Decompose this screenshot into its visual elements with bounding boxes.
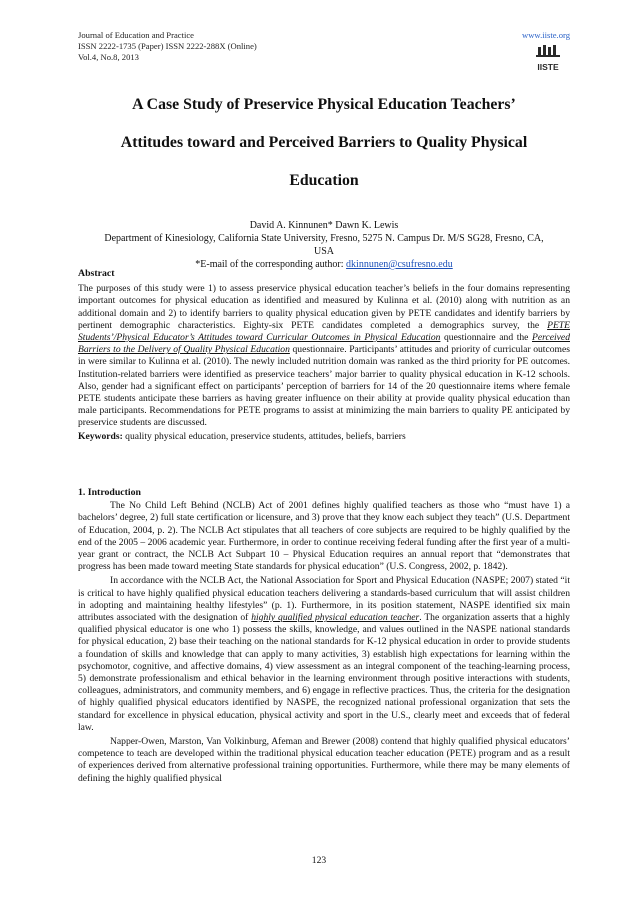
author-affiliation: Department of Kinesiology, California State University, Fresno, 5275 N. Campus Dr. M/S SG28, Fresno, CA, [104, 233, 544, 244]
title-line: Attitudes toward and Perceived Barriers to Quality Physical [120, 134, 528, 151]
page-number: 123 [311, 855, 327, 866]
paper-title [78, 86, 570, 200]
author-affiliation-country: USA [313, 246, 334, 257]
abstract-text: The purposes of this study were 1) to assess preservice physical education teacher’s beliefs in the four domains representing important outcomes for physical education as identified and measured by Kulinna et al. (2010) along with nutrition as an additional domain and 2) to identify barriers to quality physical education given by PETE candidates and identify barriers by pertinent demographic characteristics. Eighty-six PETE candidates completed a demographics survey, the PETE Students’/Physical Educator’s Attitudes toward Curricular Outcomes in Physical Education questionnaire and the Perceived Barriers to the Delivery of Quality Physical Education questionnaire. Participants’ attitudes and priority of curricular outcomes in were similar to Kulinna et al. (2010). The newly included nutrition domain was ranked as the third priority for PE outcomes. Institution-related barriers were identified as preservice teachers’ major barrier to quality physical education in K-12 schools. Also, gender had a significant effect on participants’ perception of barriers for 14 of the 20 questionnaire items where female PETE students anticipate these barriers as having greater influence on their ability at provide quality physical education than male participants. Recommendations for PETE programs to assist at minimizing the main barriers to quality PE anticipated by preservice students are discussed. [78, 283, 570, 429]
journal-website[interactable]: www.iiste.org [522, 30, 570, 40]
introduction-section [78, 487, 570, 785]
journal-volume: Vol.4, No.8, 2013 [78, 52, 139, 63]
abstract-section [78, 268, 570, 443]
abstract-heading: Abstract [78, 268, 115, 279]
keywords [78, 431, 570, 443]
title-line: A Case Study of Preservice Physical Education Teachers’ [132, 96, 516, 113]
title-line: Education [289, 172, 359, 189]
paragraph: In accordance with the NCLB Act, the National Association for Sport and Physical Education (NASPE; 2007) stated “it is critical to have highly qualified physical education teachers delivering a standards-based curriculum that will assist children in adopting and maintaining healthy lifestyles” (p. 1). Furthermore, in its position statement, NASPE identified six main attributes associated with the designation of highly qualified physical education teacher. The organization asserts that a highly qualified physical educator is one who 1) possess the skills, knowledge, and values outlined in the NASPE national standards for physical education, 2) base their teaching on the national standards for K-12 physical education in order to provide students a foundation of skills and knowledge that can apply to many activities, 3) establish high expectations for learning within the psychomotor, cognitive, and affective domains, 4) view assessment as an integral component of the teaching-learning process, 5) demonstrate professionalism and ethical behavior in the learning environment through positive interactions with students, colleagues, administrators, and community members, and 6) engage in reflective practices. Thus, the criteria for the designation of highly qualified physical educators identified by NASPE, the recognized national professional organization that sets the standard for excellence in physical education, physical activity and sport in the U.S., clearly meet and exceeds that of federal law. [78, 575, 570, 733]
journal-name: Journal of Education and Practice [78, 30, 194, 40]
paragraph: Napper-Owen, Marston, Van Volkinburg, Afeman and Brewer (2008) contend that highly qualified physical educators’ competence to teach are developed within the traditional physical education teacher education (PETE) program and as a result of experiences derived from alternative professional training opportunities. Furthermore, while there may be many elements of defining the highly qualified physical [78, 736, 570, 784]
author-block [78, 219, 570, 271]
journal-issn: ISSN 2222-1735 (Paper) ISSN 2222-288X (Online) [78, 41, 257, 52]
svg-text:IISTE: IISTE [537, 62, 559, 72]
keywords-list: quality physical education, preservice students, attitudes, beliefs, barriers [122, 430, 406, 442]
journal-header [78, 30, 338, 64]
iiste-logo-icon [535, 44, 561, 76]
email-link[interactable]: dkinnunen@csufresno.edu [346, 259, 453, 270]
email-label: *E-mail of the corresponding author: [195, 259, 344, 270]
paragraph: The No Child Left Behind (NCLB) Act of 2001 defines highly qualified teachers as those who “must have 1) a bachelors’ degree, 2) full state certification or licensure, and 3) prove that they know each subject they teach” (U.S. Department of Education, 2004, p. 2). The NCLB Act stipulates that all teachers of core subjects are required to be highly qualified by the end of the 2005 – 2006 academic year. Furthermore, in order to continue receiving federal funding after the first year of a multi-year grant or contract, the NCLB Act Subpart 10 – Physical Education requires an annual report that “demonstrates that progress has been made toward meeting State standards for physical education” (U.S. Congress, 2002, p. 1842). [78, 500, 570, 573]
keywords-label: Keywords: [78, 430, 123, 442]
author-names: David A. Kinnunen* Dawn K. Lewis [249, 220, 399, 231]
introduction-heading: 1. Introduction [78, 487, 141, 498]
